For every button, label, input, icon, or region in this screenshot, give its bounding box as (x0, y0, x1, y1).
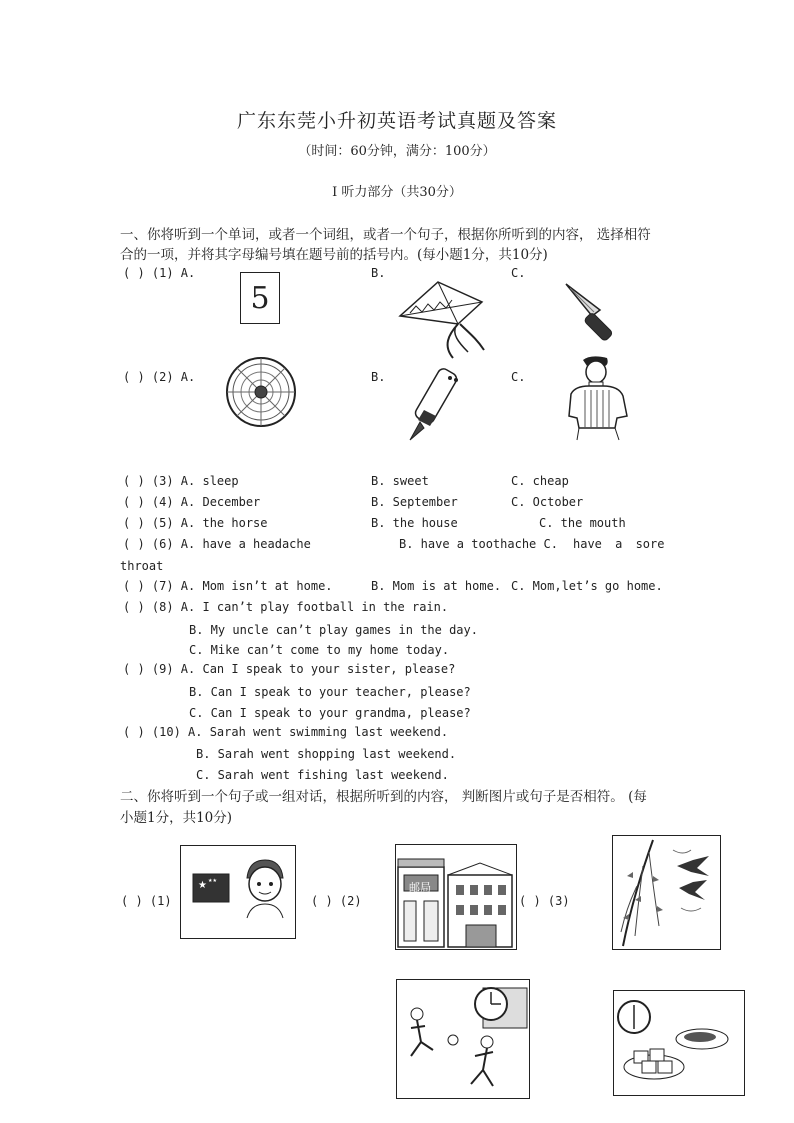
q2-label: ( ) (2) A. (123, 370, 196, 384)
q7-option-b: B. Mom is at home. (371, 579, 502, 593)
pen-icon (400, 364, 466, 444)
q4-option-b: B. September (371, 495, 458, 509)
exam-info: （时间：60分钟，满分：100分） (298, 144, 496, 159)
china-flag-boy-icon (181, 846, 295, 938)
section-heading: I 听力部分（共30分） (332, 185, 462, 200)
post-office-sign: 邮局 (409, 881, 431, 894)
p2-q1-label: ( ) (1) (121, 894, 172, 908)
p2-q2-picture (395, 844, 517, 950)
soccer-clock-icon (397, 980, 529, 1098)
q6-label: ( ) (6) A. have a headache (123, 537, 311, 551)
q6-option-b: B. have a toothache C. (399, 537, 558, 551)
q6-option-c-continued: throat (120, 559, 164, 573)
q10-label: ( ) (10) A. Sarah went swimming last weekend. (123, 725, 449, 739)
part2-instruction-line2: 小题1分，共10分) (120, 810, 233, 826)
knife-icon (562, 282, 622, 348)
post-office-building-icon (396, 845, 516, 949)
svg-text:★: ★ (198, 880, 207, 891)
q10-option-b: B. Sarah went shopping last weekend. (196, 747, 457, 761)
q6-option-c: have a sore (573, 537, 665, 551)
q1-option-c-label: C. (511, 266, 526, 280)
p2-q4-picture (396, 979, 530, 1099)
svg-text:★★: ★★ (208, 878, 217, 884)
q9-option-c: C. Can I speak to your grandma, please? (189, 706, 471, 720)
q8-option-c: C. Mike can’t come to my home today. (189, 643, 450, 657)
q8-label: ( ) (8) A. I can’t play football in the rain. (123, 600, 449, 614)
q3-label: ( ) (3) A. sleep (123, 474, 239, 488)
p2-q2-label: ( ) (2) (311, 894, 362, 908)
clock-food-icon (614, 991, 744, 1095)
q10-option-c: C. Sarah went fishing last weekend. (196, 768, 449, 782)
q9-label: ( ) (9) A. Can I speak to your sister, please? (123, 662, 456, 676)
page-title: 广东东莞小升初英语考试真题及答案 (236, 110, 557, 132)
part2-instruction-line1: 二、你将听到一个句子或一组对话，根据所听到的内容， 判断图片或句子是否相符。 (每 (120, 789, 647, 805)
p2-q5-picture (613, 990, 745, 1096)
number-five-card (240, 272, 280, 324)
number-five-digit: 5 (250, 280, 270, 316)
p2-q3-picture (612, 835, 721, 950)
q1-option-b-label: B. (371, 266, 386, 280)
kite-icon (398, 280, 490, 360)
q5-option-c: C. the mouth (539, 516, 626, 530)
q1-label: ( ) (1) A. (123, 266, 196, 280)
q5-option-b: B. the house (371, 516, 458, 530)
q8-option-b: B. My uncle can’t play games in the day. (189, 623, 478, 637)
q7-label: ( ) (7) A. Mom isn’t at home. (123, 579, 333, 593)
fan-icon (225, 356, 297, 432)
q2-option-b-label: B. (371, 370, 386, 384)
q3-option-b: B. sweet (371, 474, 429, 488)
p2-q1-picture (180, 845, 296, 939)
p2-q3-label: ( ) (3) (519, 894, 570, 908)
q3-option-c: C. cheap (511, 474, 569, 488)
q4-label: ( ) (4) A. December (123, 495, 261, 509)
part1-instruction-line2: 合的一项，并将其字母编号填在题号前的括号内。(每小题1分，共10分) (120, 247, 548, 263)
q4-option-c: C. October (511, 495, 584, 509)
part1-instruction-line1: 一、你将听到一个单词，或者一个词组，或者一个句子，根据你所听到的内容， 选择相符 (120, 227, 651, 243)
sweater-person-icon (565, 356, 637, 440)
q9-option-b: B. Can I speak to your teacher, please? (189, 685, 471, 699)
q7-option-c: C. Mom,let’s go home. (511, 579, 663, 593)
willow-swallows-icon (613, 836, 720, 949)
q5-label: ( ) (5) A. the horse (123, 516, 268, 530)
q2-option-c-label: C. (511, 370, 526, 384)
